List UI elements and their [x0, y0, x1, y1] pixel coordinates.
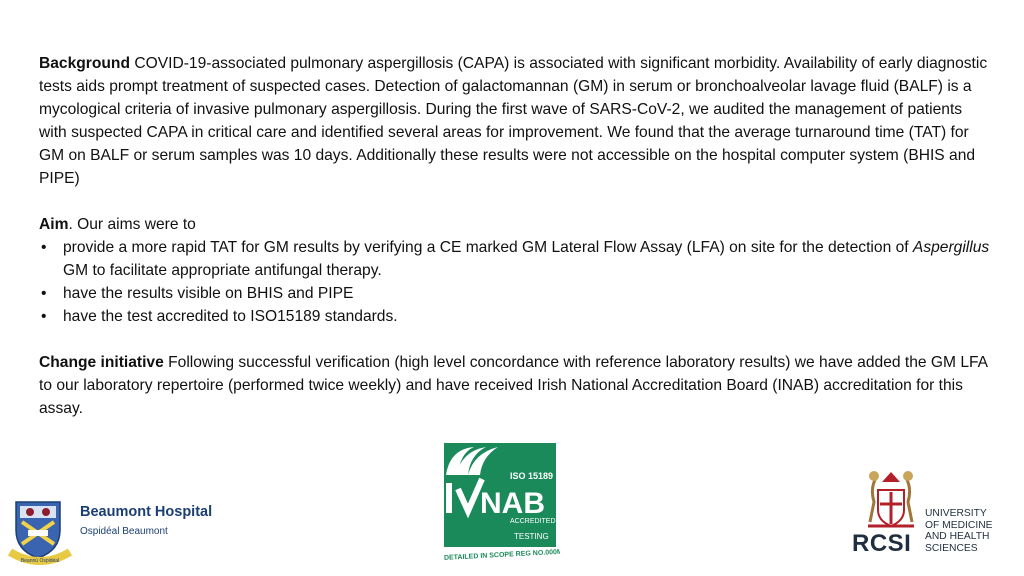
inab-accreditation-icon: [440, 441, 560, 561]
body-text: [39, 52, 994, 420]
background-text: COVID-19-associated pulmonary aspergillosis (CAPA) is associated with significant morbidity. Availability of early diagnostic tests aids prompt treatment of suspected cases. Detection of galactomannan (GM) in serum or bronchoalveolar lavage fluid (BALF) is a mycological criteria of invasive pulmonary aspergillosis. During the first wave of SARS-CoV-2, we audited the management of patients with suspected CAPA in critical care and identified several areas for improvement. We found that the average turnaround time (TAT) for GM on BALF or serum samples was 10 days. Additionally these results were not accessible on the hospital computer system (BHIS and PIPE): [39, 55, 988, 187]
change-text: Following successful verification (high level concordance with reference laboratory results) we have added the GM LFA to our laboratory repertoire (performed twice weekly) and have received Irish National Accreditation Board (INAB) accreditation for this assay.: [39, 354, 988, 417]
list-item: • have the results visible on BHIS and PIPE: [39, 282, 994, 305]
change-heading: Change initiative: [39, 354, 164, 371]
aim-heading: Aim: [39, 216, 69, 233]
change-paragraph: [39, 351, 994, 420]
svg-text:NAB: NAB: [480, 487, 545, 520]
aims-list: [39, 236, 994, 328]
inab-logo: [440, 441, 560, 561]
beaumont-name: Beaumont Hospital: [80, 504, 213, 520]
list-item: • have the test accredited to ISO15189 standards.: [39, 305, 994, 328]
background-heading: Background: [39, 55, 130, 72]
beaumont-subtitle: Ospidéal Beaumont: [80, 526, 168, 537]
svg-text:DETAILED IN SCOPE REG NO.000MT: DETAILED IN SCOPE REG NO.000MT: [443, 548, 560, 561]
svg-text:ISO 15189: ISO 15189: [510, 471, 554, 481]
rcsi-crest-icon: [856, 468, 926, 530]
rcsi-wordmark: RCSI: [852, 530, 912, 557]
beaumont-logo: [8, 496, 248, 566]
rcsi-university-name: UNIVERSITY OF MEDICINE AND HEALTH SCIENCES: [925, 508, 993, 554]
beaumont-crest-icon: [8, 496, 72, 566]
list-item: • provide a more rapid TAT for GM results by verifying a CE marked GM Lateral Flow Assay (LFA) on site for the detection of Aspergillus GM to facilitate appropriate antifungal therapy.: [39, 236, 994, 282]
svg-text:ACCREDITED: ACCREDITED: [510, 518, 556, 525]
rcsi-logo: [848, 468, 1018, 566]
svg-text:TESTING: TESTING: [514, 532, 549, 541]
svg-text:Beannú Ospidéal: Beannú Ospidéal: [20, 558, 60, 564]
background-paragraph: [39, 52, 994, 190]
aim-intro: Aim. Our aims were to: [39, 216, 196, 233]
